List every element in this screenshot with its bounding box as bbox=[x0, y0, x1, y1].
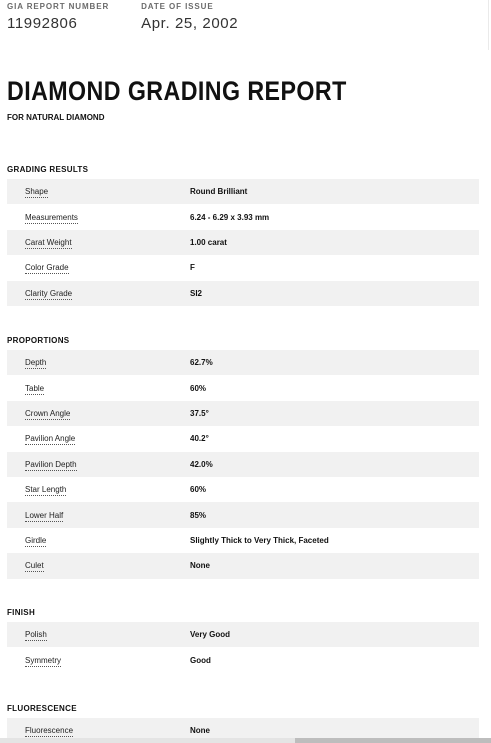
depth-label[interactable]: Depth bbox=[25, 358, 47, 368]
table-row bbox=[7, 452, 479, 477]
table-row bbox=[7, 375, 479, 400]
clarity-grade-label[interactable]: Clarity Grade bbox=[25, 288, 73, 298]
date-label: DATE OF ISSUE bbox=[141, 2, 214, 11]
crown-angle-value: 37.5° bbox=[190, 408, 209, 418]
table-row bbox=[7, 179, 479, 204]
polish-value: Very Good bbox=[190, 630, 231, 640]
section-title: PROPORTIONS bbox=[7, 336, 70, 345]
symmetry-label[interactable]: Symmetry bbox=[25, 655, 61, 665]
shape-value: Round Brilliant bbox=[190, 187, 248, 197]
shape-label[interactable]: Shape bbox=[25, 187, 49, 197]
lower-half-label[interactable]: Lower Half bbox=[25, 510, 64, 520]
section-title: GRADING RESULTS bbox=[7, 165, 89, 174]
page-title: DIAMOND GRADING REPORT bbox=[7, 76, 347, 106]
section-title: FINISH bbox=[7, 608, 36, 617]
table-row bbox=[7, 401, 479, 426]
issue-date: Apr. 25, 2002 bbox=[141, 15, 239, 32]
pavilion-angle-value: 40.2° bbox=[190, 434, 209, 444]
color-grade-label[interactable]: Color Grade bbox=[25, 263, 69, 273]
report-meta bbox=[7, 0, 238, 32]
culet-label[interactable]: Culet bbox=[25, 561, 44, 571]
table-row bbox=[7, 426, 479, 451]
finish-section bbox=[7, 608, 479, 673]
table-value: 60% bbox=[190, 383, 207, 393]
pavilion-angle-label[interactable]: Pavilion Angle bbox=[25, 434, 76, 444]
divider-line bbox=[488, 0, 489, 50]
depth-value: 62.7% bbox=[190, 358, 213, 368]
horizontal-scrollbar[interactable] bbox=[0, 738, 491, 743]
report-number-label: GIA REPORT NUMBER bbox=[7, 2, 110, 11]
page-subtitle: FOR NATURAL DIAMOND bbox=[7, 113, 105, 122]
measurements-value: 6.24 - 6.29 x 3.93 mm bbox=[190, 212, 270, 222]
table-row bbox=[7, 528, 479, 553]
report-number: 11992806 bbox=[7, 15, 78, 32]
polish-label[interactable]: Polish bbox=[25, 630, 47, 640]
report-number-block bbox=[7, 0, 109, 32]
table-row bbox=[7, 553, 479, 578]
pavilion-depth-label[interactable]: Pavilion Depth bbox=[25, 459, 77, 469]
table-row bbox=[7, 350, 479, 375]
carat-weight-label[interactable]: Carat Weight bbox=[25, 237, 72, 247]
table-row bbox=[7, 255, 479, 280]
clarity-grade-value: SI2 bbox=[190, 288, 203, 298]
section-title: FLUORESCENCE bbox=[7, 704, 77, 713]
star-length-value: 60% bbox=[190, 485, 207, 495]
table-row bbox=[7, 622, 479, 647]
table-row bbox=[7, 477, 479, 502]
scrollbar-thumb[interactable] bbox=[295, 738, 491, 743]
carat-weight-value: 1.00 carat bbox=[190, 237, 227, 247]
star-length-label[interactable]: Star Length bbox=[25, 485, 67, 495]
girdle-value: Slightly Thick to Very Thick, Faceted bbox=[190, 535, 329, 545]
table-row bbox=[7, 502, 479, 527]
symmetry-value: Good bbox=[190, 655, 211, 665]
table-label[interactable]: Table bbox=[25, 383, 45, 393]
date-block bbox=[141, 0, 238, 32]
table-row bbox=[7, 281, 479, 306]
table-row bbox=[7, 204, 479, 229]
color-grade-value: F bbox=[190, 263, 195, 273]
proportions-section bbox=[7, 336, 479, 579]
grading-results-section bbox=[7, 165, 479, 306]
measurements-label[interactable]: Measurements bbox=[25, 212, 78, 222]
lower-half-value: 85% bbox=[190, 510, 207, 520]
table-row bbox=[7, 230, 479, 255]
fluorescence-value: None bbox=[190, 726, 210, 736]
fluorescence-label[interactable]: Fluorescence bbox=[25, 726, 74, 736]
table-row bbox=[7, 647, 479, 672]
crown-angle-label[interactable]: Crown Angle bbox=[25, 408, 71, 418]
culet-value: None bbox=[190, 561, 210, 571]
girdle-label[interactable]: Girdle bbox=[25, 535, 47, 545]
pavilion-depth-value: 42.0% bbox=[190, 459, 213, 469]
